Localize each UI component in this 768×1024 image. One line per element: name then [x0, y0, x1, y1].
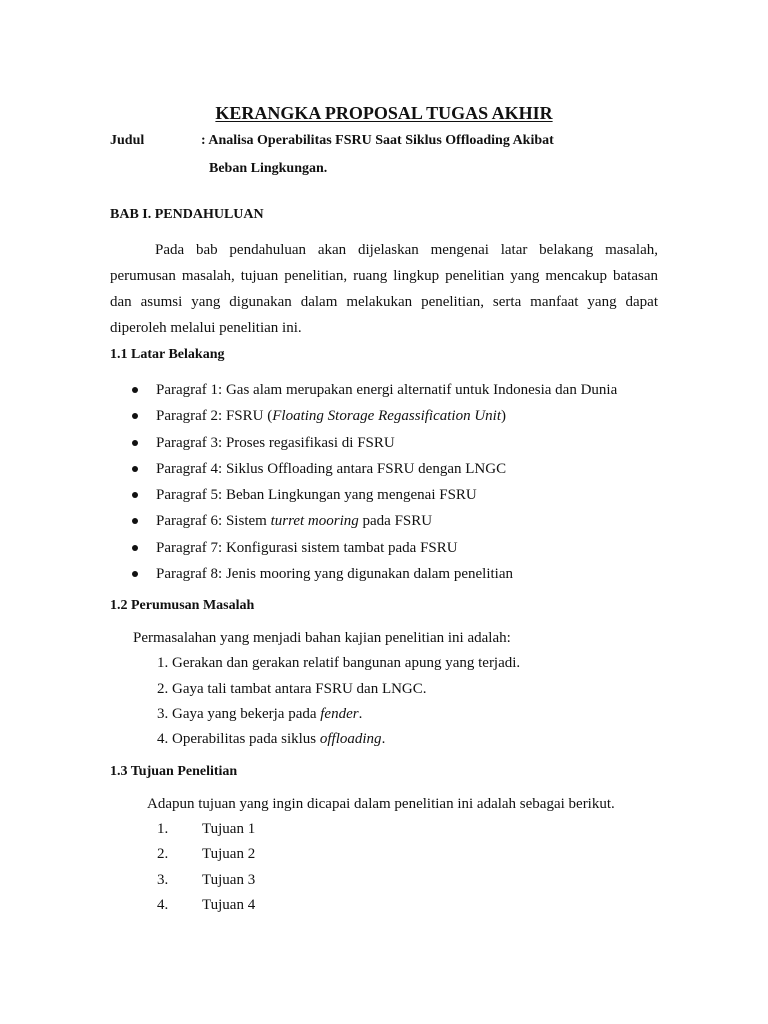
list-item: 3. Gaya yang bekerja pada fender. [157, 706, 363, 722]
list-item: Paragraf 5: Beban Lingkungan yang mengenai FSRU [132, 482, 617, 508]
document-title: KERANGKA PROPOSAL TUGAS AKHIR [215, 103, 553, 123]
judul-value-line1: : Analisa Operabilitas FSRU Saat Siklus Offloading Akibat [201, 133, 554, 148]
list-item: Paragraf 4: Siklus Offloading antara FSRU dengan LNGC [132, 456, 617, 482]
tujuan-intro: Adapun tujuan yang ingin dicapai dalam penelitian ini adalah sebagai berikut. [147, 796, 615, 812]
tujuan-heading: 1.3 Tujuan Penelitian [110, 764, 238, 779]
bullet-icon [132, 466, 138, 472]
document-page: KERANGKA PROPOSAL TUGAS AKHIR Judul : Analisa Operabilitas FSRU Saat Siklus Offloading Akibat Beban Lingkungan. BAB I. PENDAHULUAN Pada bab pendahuluan akan dijelaskan mengenai latar belakang masalah, perumusan masalah, tujuan penelitian, ruang lingkup penelitian yang mencakup batasan dan asumsi yang digunakan dalam melakukan penelitian, serta manfaat yang dapat diperoleh melalui penelitian ini. 1.1 Latar Belakang Paragraf 1: Gas alam merupakan energi alternatif untuk Indonesia dan Dunia Paragraf 2: FSRU (Floating Storage Regassification Unit) Paragraf 3: Proses regasifikasi di FSRU Paragraf 4: Siklus Offloading antara FSRU dengan LNGC Paragraf 5: Beban Lingkungan yang mengenai FSRU Paragraf 6: Sistem turret mooring pada FSRU Paragraf 7: Konfigurasi sistem tambat pada FSRU Paragraf 8: Jenis mooring yang digunakan dalam penelitian 1.2 Perumusan Masalah Permasalahan yang menjadi bahan kajian penelitian ini adalah: 1. Gerakan dan gerakan relatif bangunan apung yang terjadi. 2. Gaya tali tambat antara FSRU dan LNGC. 3. Gaya yang bekerja pada fender. 4. Operabilitas pada siklus offloading. 1.3 Tujuan Penelitian Adapun tujuan yang ingin dicapai dalam penelitian ini adalah sebagai berikut. 1. Tujuan 1 2. Tujuan 2 3. Tujuan 3 4. Tujuan 4 [0, 0, 768, 1024]
bullet-icon [132, 518, 138, 524]
bullet-icon [132, 387, 138, 393]
judul-value-line2: Beban Lingkungan. [209, 161, 328, 176]
bullet-icon [132, 440, 138, 446]
judul-label: Judul [110, 133, 145, 148]
bullet-icon [132, 571, 138, 577]
bullet-icon [132, 545, 138, 551]
list-item: Paragraf 3: Proses regasifikasi di FSRU [132, 430, 617, 456]
latar-heading: 1.1 Latar Belakang [110, 347, 225, 362]
list-item: Paragraf 7: Konfigurasi sistem tambat pada FSRU [132, 535, 617, 561]
latar-bullet-list [132, 377, 617, 587]
bab1-heading: BAB I. PENDAHULUAN [110, 207, 264, 222]
list-item: 2. Gaya tali tambat antara FSRU dan LNGC. [157, 681, 427, 697]
bullet-icon [132, 492, 138, 498]
bullet-icon [132, 413, 138, 419]
list-item: 1. Gerakan dan gerakan relatif bangunan apung yang terjadi. [157, 655, 521, 671]
rumusan-heading: 1.2 Perumusan Masalah [110, 598, 255, 613]
bab1-paragraph: Pada bab pendahuluan akan dijelaskan mengenai latar belakang masalah, perumusan masalah, tujuan penelitian, ruang lingkup penelitian yang mencakup batasan dan asumsi yang digunakan dalam melakukan penelitian, serta manfaat yang dapat diperoleh melalui penelitian ini. [110, 242, 658, 336]
list-item: Paragraf 8: Jenis mooring yang digunakan dalam penelitian [132, 561, 617, 587]
list-item: Paragraf 6: Sistem turret mooring pada FSRU [132, 508, 617, 534]
list-item: Paragraf 2: FSRU (Floating Storage Regassification Unit) [132, 403, 617, 429]
rumusan-intro: Permasalahan yang menjadi bahan kajian penelitian ini adalah: [133, 630, 511, 646]
list-item: 4. Operabilitas pada siklus offloading. [157, 731, 386, 747]
list-item: Paragraf 1: Gas alam merupakan energi alternatif untuk Indonesia dan Dunia [132, 377, 617, 403]
